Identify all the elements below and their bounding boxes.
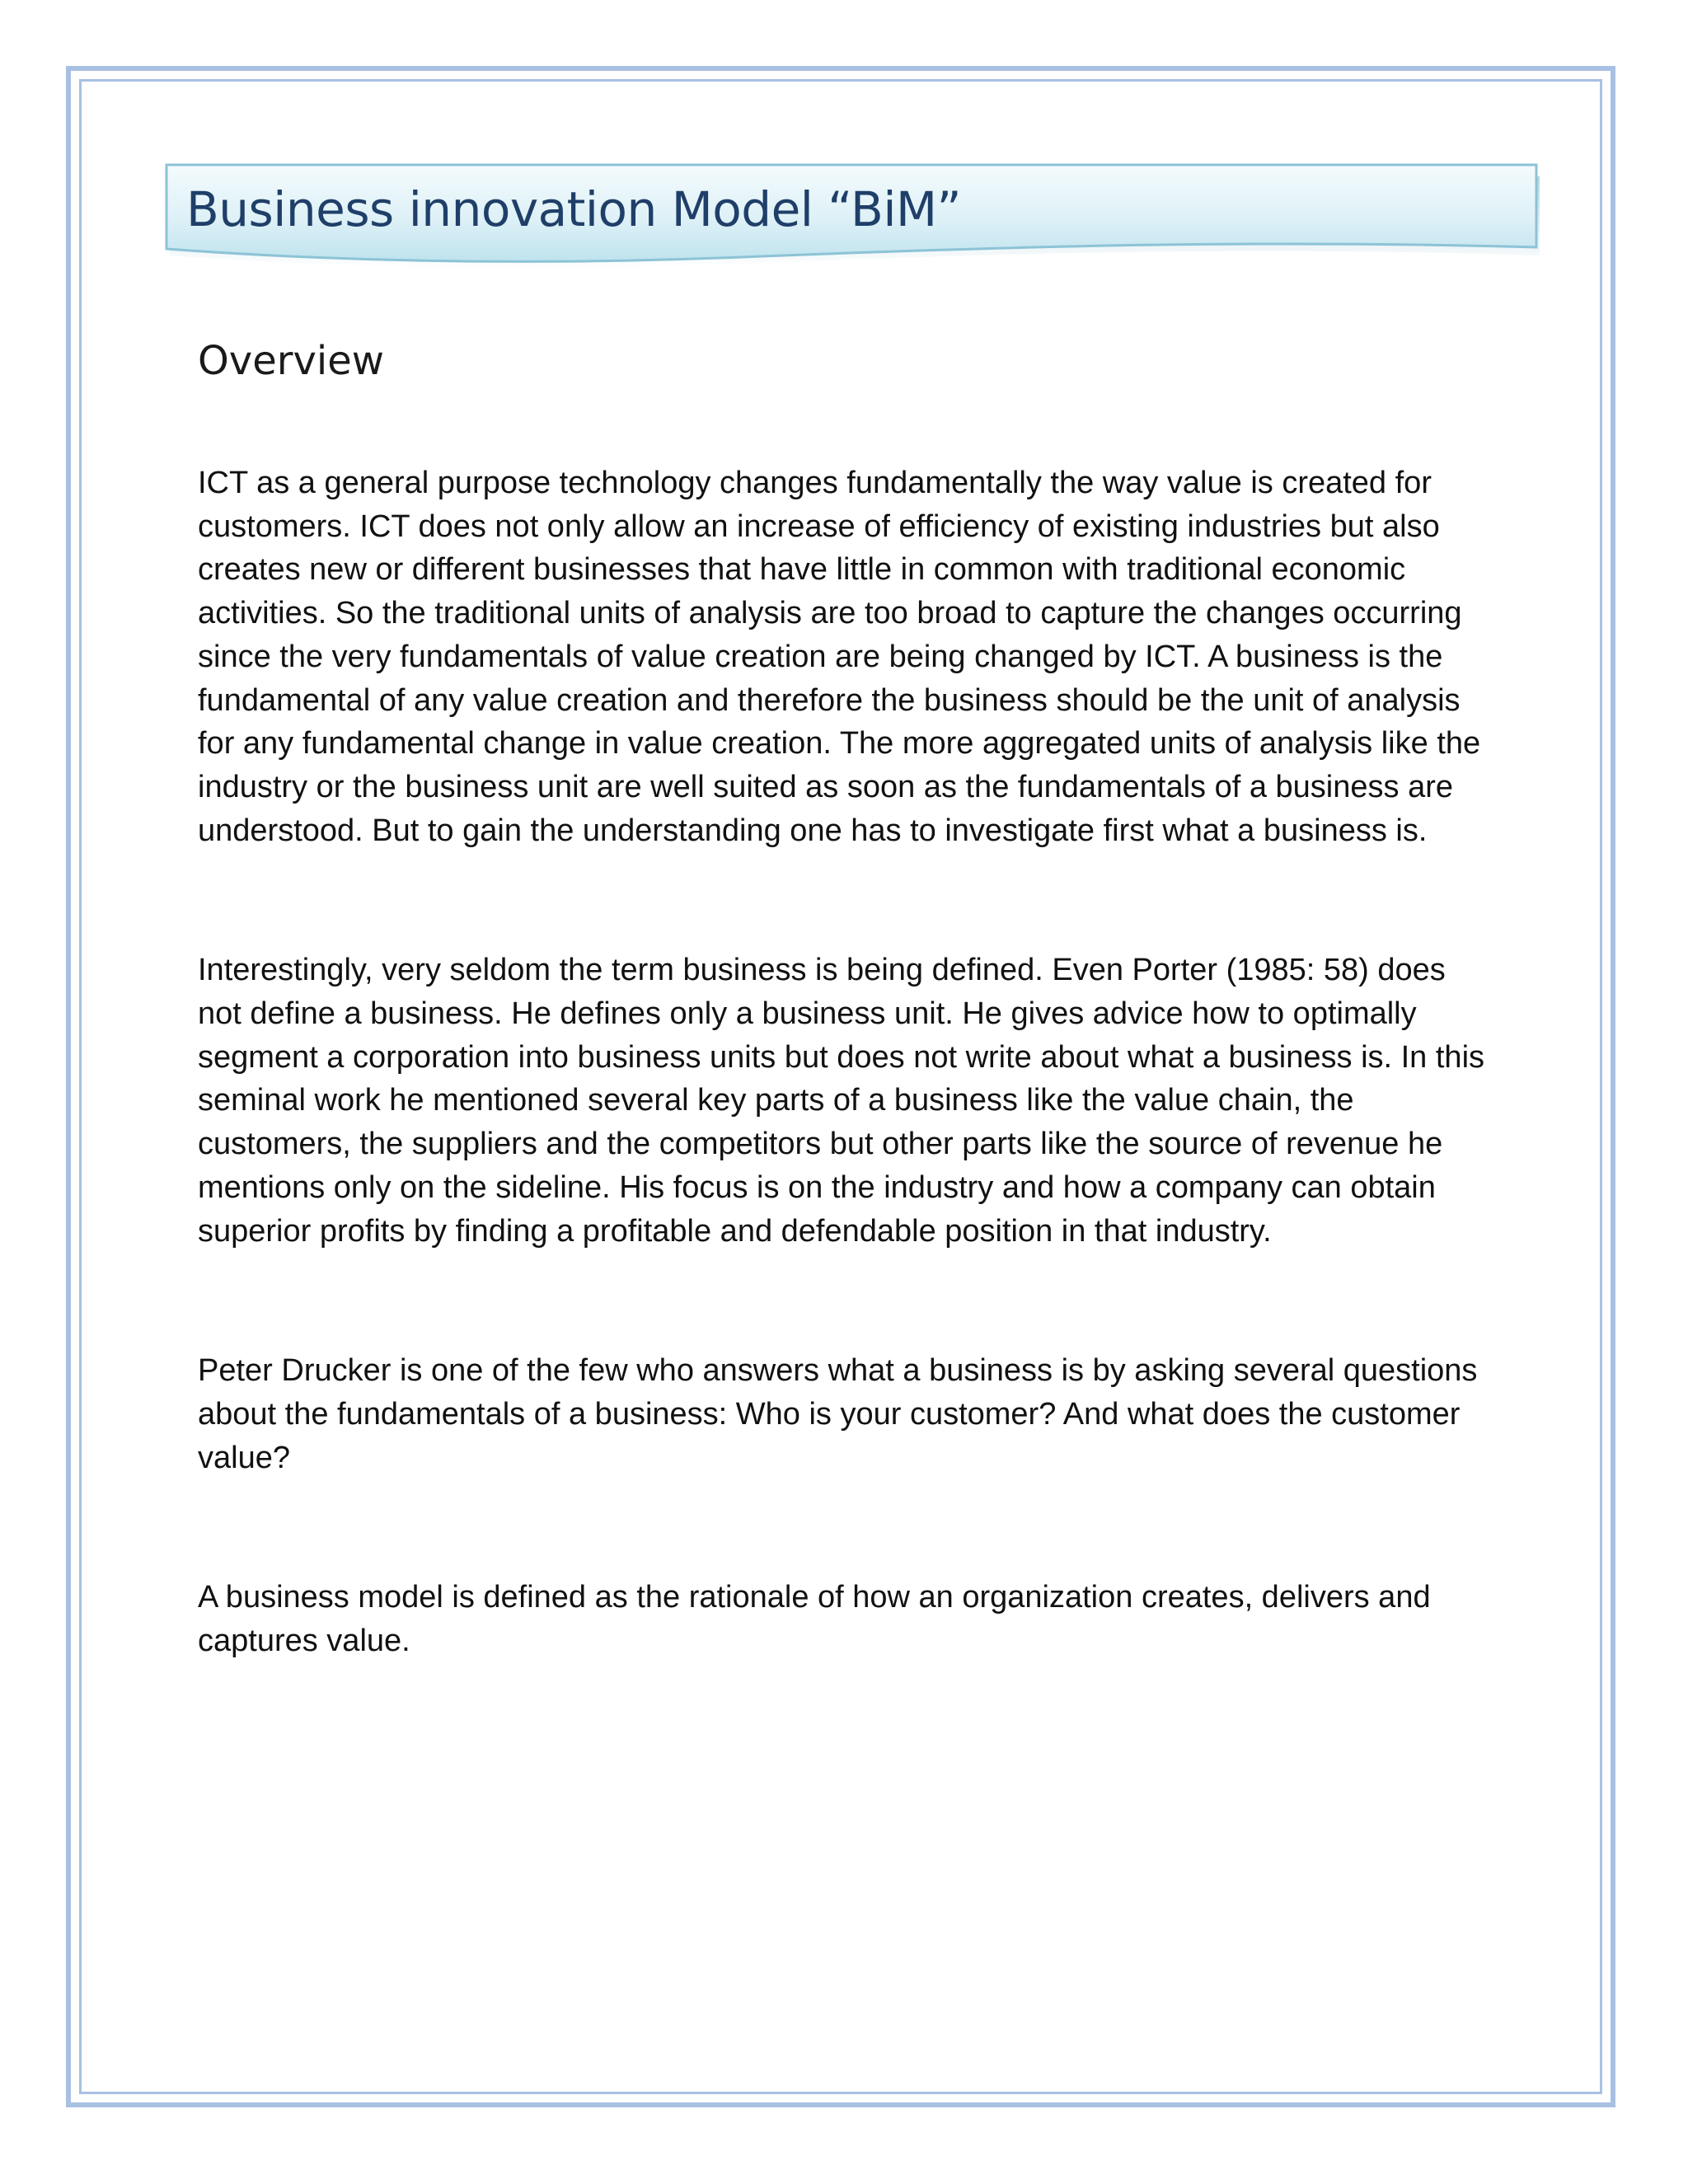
section-heading: Overview bbox=[198, 338, 384, 384]
body-paragraph: A business model is defined as the rationale of how an organization creates, delivers and captures value. bbox=[198, 1580, 1431, 1659]
body-paragraph: Interestingly, very seldom the term business is being defined. Even Porter (1985: 58) does not define a business. He defines only a business unit. He gives advice how to optimally segment a corporation into business units but does not write about what a business is. In this seminal work he mentioned several key parts of a business like the value chain, the customers, the suppliers and the competitors but other parts like the source of revenue he mentions only on the sideline. His focus is on the industry and how a company can obtain superior profits by finding a profitable and defendable position in that industry. bbox=[198, 953, 1485, 1249]
title-banner bbox=[165, 163, 1541, 272]
document-title: Business innovation Model “BiM” bbox=[186, 181, 962, 237]
document-body bbox=[198, 462, 1492, 1663]
body-paragraph: Peter Drucker is one of the few who answers what a business is by asking several questions about the fundamentals of a business: Who is your customer? And what does the customer value? bbox=[198, 1353, 1478, 1475]
body-paragraph: ICT as a general purpose technology changes fundamentally the way value is created for customers. ICT does not only allow an increase of efficiency of existing industries but also creates new or different businesses that have little in common with traditional economic activities. So the traditional units of analysis are too broad to capture the changes occurring since the very fundamentals of value creation are being changed by ICT. A business is the fundamental of any value creation and therefore the business should be the unit of analysis for any fundamental change in value creation. The more aggregated units of analysis like the industry or the business unit are well suited as soon as the fundamentals of a business are understood. But to gain the understanding one has to investigate first what a business is. bbox=[198, 466, 1481, 848]
